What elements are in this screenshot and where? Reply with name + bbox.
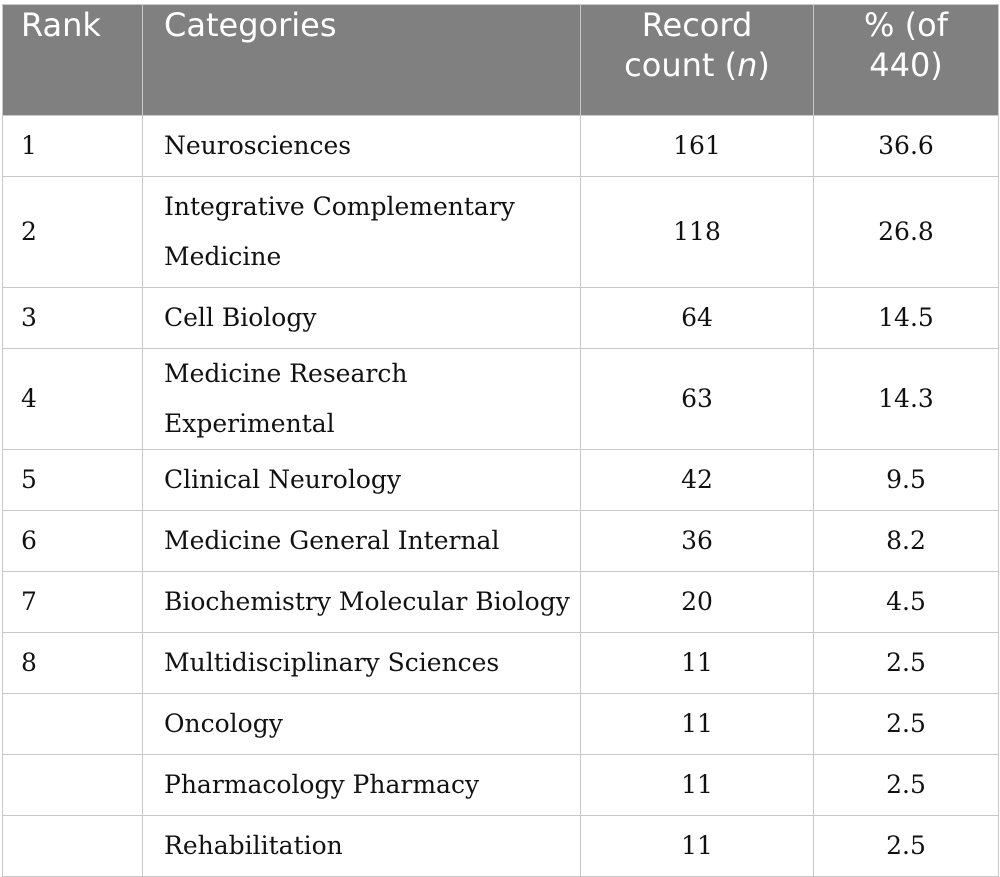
count-cell: 11 bbox=[581, 816, 814, 877]
table-row bbox=[3, 450, 999, 511]
category-cell bbox=[143, 177, 581, 288]
rank-cell bbox=[3, 755, 143, 816]
percent-cell: 2.5 bbox=[814, 816, 999, 877]
percent-cell: 36.6 bbox=[814, 116, 999, 177]
category-line2: Medicine bbox=[164, 242, 282, 271]
rank-cell: 8 bbox=[3, 633, 143, 694]
header-record-count-var: n bbox=[737, 46, 758, 84]
rank-cell: 5 bbox=[3, 450, 143, 511]
category-line1: Integrative Complementary bbox=[164, 192, 515, 221]
header-record-count-prefix: count ( bbox=[624, 46, 738, 84]
header-record-count-line1: Record bbox=[641, 6, 753, 44]
header-percent bbox=[814, 5, 999, 116]
header-categories bbox=[143, 5, 581, 116]
percent-cell: 8.2 bbox=[814, 511, 999, 572]
rank-cell: 3 bbox=[3, 288, 143, 349]
category-cell: Medicine Research Experimental bbox=[143, 349, 581, 450]
percent-cell: 14.3 bbox=[814, 349, 999, 450]
percent-cell: 9.5 bbox=[814, 450, 999, 511]
header-percent-line2: 440) bbox=[869, 46, 943, 84]
category-cell: Pharmacology Pharmacy bbox=[143, 755, 581, 816]
rank-cell: 6 bbox=[3, 511, 143, 572]
category-cell: Multidisciplinary Sciences bbox=[143, 633, 581, 694]
percent-cell: 2.5 bbox=[814, 755, 999, 816]
table-row bbox=[3, 177, 999, 288]
count-cell: 11 bbox=[581, 633, 814, 694]
category-cell: Rehabilitation bbox=[143, 816, 581, 877]
header-rank bbox=[3, 5, 143, 116]
rank-cell bbox=[3, 816, 143, 877]
table-header bbox=[3, 5, 999, 116]
header-rank-label: Rank bbox=[21, 6, 101, 44]
percent-cell: 14.5 bbox=[814, 288, 999, 349]
count-cell: 161 bbox=[581, 116, 814, 177]
percent-cell: 26.8 bbox=[814, 177, 999, 288]
count-cell: 11 bbox=[581, 694, 814, 755]
table-row bbox=[3, 633, 999, 694]
count-cell: 64 bbox=[581, 288, 814, 349]
category-table bbox=[2, 4, 999, 877]
table-row bbox=[3, 349, 999, 450]
count-cell: 36 bbox=[581, 511, 814, 572]
rank-cell: 2 bbox=[3, 177, 143, 288]
category-cell: Medicine General Internal bbox=[143, 511, 581, 572]
table-row bbox=[3, 288, 999, 349]
count-cell: 118 bbox=[581, 177, 814, 288]
category-cell: Cell Biology bbox=[143, 288, 581, 349]
category-cell: Biochemistry Molecular Biology bbox=[143, 572, 581, 633]
table-body bbox=[3, 116, 999, 877]
percent-cell: 2.5 bbox=[814, 694, 999, 755]
header-percent-line1: % (of bbox=[864, 6, 948, 44]
category-cell: Oncology bbox=[143, 694, 581, 755]
category-cell: Clinical Neurology bbox=[143, 450, 581, 511]
table-row bbox=[3, 572, 999, 633]
header-record-count-suffix: ) bbox=[757, 46, 770, 84]
percent-cell: 4.5 bbox=[814, 572, 999, 633]
header-row bbox=[3, 5, 999, 116]
count-cell: 11 bbox=[581, 755, 814, 816]
table-row bbox=[3, 511, 999, 572]
header-categories-label: Categories bbox=[164, 6, 337, 44]
table-row bbox=[3, 816, 999, 877]
rank-cell bbox=[3, 694, 143, 755]
count-cell: 20 bbox=[581, 572, 814, 633]
category-cell: Neurosciences bbox=[143, 116, 581, 177]
table-row bbox=[3, 755, 999, 816]
rank-cell: 1 bbox=[3, 116, 143, 177]
table-row bbox=[3, 694, 999, 755]
count-cell: 63 bbox=[581, 349, 814, 450]
rank-cell: 4 bbox=[3, 349, 143, 450]
table-row bbox=[3, 116, 999, 177]
percent-cell: 2.5 bbox=[814, 633, 999, 694]
rank-cell: 7 bbox=[3, 572, 143, 633]
count-cell: 42 bbox=[581, 450, 814, 511]
header-record-count bbox=[581, 5, 814, 116]
